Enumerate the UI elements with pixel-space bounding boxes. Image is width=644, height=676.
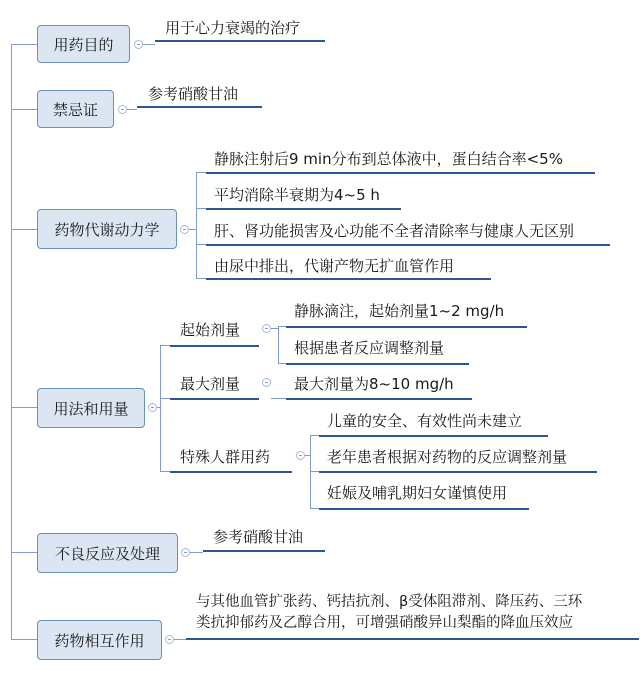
leaf-underline [203, 550, 325, 552]
leaf-maximum-dose: 最大剂量为8~10 mg/h [294, 375, 454, 393]
leaf-interactions-line1: 与其他血管扩张药、钙拮抗剂、β受体阻滞剂、降压药、三环 [196, 594, 583, 610]
sub-starting[interactable]: 起始剂量 [180, 321, 241, 339]
collapse-toggle-icon[interactable] [165, 635, 174, 644]
leaf-pk-distribution: 静脉注射后9 min分布到总体液中，蛋白结合率<5% [214, 150, 563, 168]
spine-link-pk [11, 229, 37, 230]
collapse-toggle-icon[interactable] [148, 403, 157, 412]
sub-maximum[interactable]: 最大剂量 [180, 375, 241, 393]
leaf-starting-adjust: 根据患者反应调整剂量 [294, 339, 445, 357]
dosage-branch-line [160, 345, 161, 471]
collapse-toggle-icon[interactable] [296, 451, 305, 460]
leaf-special-pregnancy: 妊娠及哺乳期妇女谨慎使用 [327, 484, 508, 502]
node-contraindications[interactable] [37, 90, 114, 128]
leaf-special-elderly: 老年患者根据对药物的反应调整剂量 [327, 448, 568, 466]
spine-link-dosage [11, 407, 37, 408]
starting-branch-line [278, 326, 279, 363]
pk-branch-line [196, 172, 197, 278]
collapse-toggle-icon[interactable] [118, 105, 127, 114]
connector [160, 398, 170, 399]
connector [278, 363, 286, 364]
connector [310, 508, 319, 509]
spine-link-adverse [11, 552, 37, 553]
connector [196, 208, 206, 209]
leaf-underline [155, 40, 325, 42]
leaf-underline [206, 278, 491, 280]
node-dosage[interactable] [37, 388, 145, 428]
sub-underline [170, 345, 259, 347]
main-spine [11, 44, 12, 640]
connector [160, 345, 170, 346]
connector [127, 109, 137, 110]
leaf-underline [206, 172, 595, 174]
leaf-pk-excretion: 由尿中排出，代谢产物无扩血管作用 [214, 257, 455, 275]
collapse-toggle-icon[interactable] [262, 378, 271, 387]
leaf-underline [186, 638, 639, 640]
spine-curve-top [11, 44, 37, 45]
connector [196, 278, 206, 279]
connector [196, 172, 206, 173]
node-adverse[interactable] [37, 533, 178, 573]
connector [143, 44, 155, 45]
collapse-toggle-icon[interactable] [180, 225, 189, 234]
connector [190, 552, 203, 553]
node-pharmacokinetics-label: 药物代谢动力学 [54, 220, 160, 239]
leaf-pk-clearance: 肝、肾功能损害及心功能不全者清除率与健康人无区别 [214, 222, 575, 240]
connector [271, 398, 286, 399]
leaf-underline [319, 508, 529, 510]
spine-link-interactions [11, 639, 37, 640]
leaf-starting-dose: 静脉滴注，起始剂量1~2 mg/h [294, 302, 505, 320]
connector [174, 639, 186, 640]
leaf-contraindications: 参考硝酸甘油 [148, 85, 239, 103]
leaf-purpose: 用于心力衰竭的治疗 [165, 19, 301, 37]
node-interactions[interactable] [37, 620, 162, 660]
leaf-underline [286, 326, 527, 328]
connector [310, 435, 319, 436]
connector [271, 328, 278, 329]
node-interactions-label: 药物相互作用 [54, 631, 145, 650]
leaf-interactions-line2: 类抗抑郁药及乙醇合用，可增强硝酸异山梨酯的降血压效应 [196, 615, 573, 631]
sub-underline [170, 471, 292, 473]
leaf-underline [286, 398, 472, 400]
leaf-pk-halflife: 平均消除半衰期为4~5 h [214, 186, 380, 204]
leaf-underline [137, 106, 262, 108]
leaf-adverse: 参考硝酸甘油 [213, 528, 304, 546]
sub-special[interactable]: 特殊人群用药 [180, 448, 271, 466]
spine-link-contra [11, 109, 37, 110]
connector [310, 471, 319, 472]
leaf-special-children: 儿童的安全、有效性尚未建立 [327, 412, 523, 430]
collapse-toggle-icon[interactable] [134, 40, 143, 49]
leaf-underline [319, 435, 548, 437]
leaf-underline [206, 208, 401, 210]
connector [189, 229, 196, 230]
node-contraindications-label: 禁忌证 [52, 100, 98, 119]
node-purpose-label: 用药目的 [53, 35, 114, 54]
node-pharmacokinetics[interactable] [37, 209, 177, 249]
collapse-toggle-icon[interactable] [181, 548, 190, 557]
leaf-underline [319, 471, 597, 473]
connector [160, 471, 170, 472]
leaf-underline [286, 363, 469, 365]
collapse-toggle-icon[interactable] [262, 324, 271, 333]
node-purpose[interactable] [37, 25, 130, 63]
connector [278, 326, 286, 327]
sub-underline [170, 398, 259, 400]
connector [196, 244, 206, 245]
node-dosage-label: 用法和用量 [53, 399, 129, 418]
node-adverse-label: 不良反应及处理 [54, 544, 160, 563]
leaf-underline [206, 244, 610, 246]
